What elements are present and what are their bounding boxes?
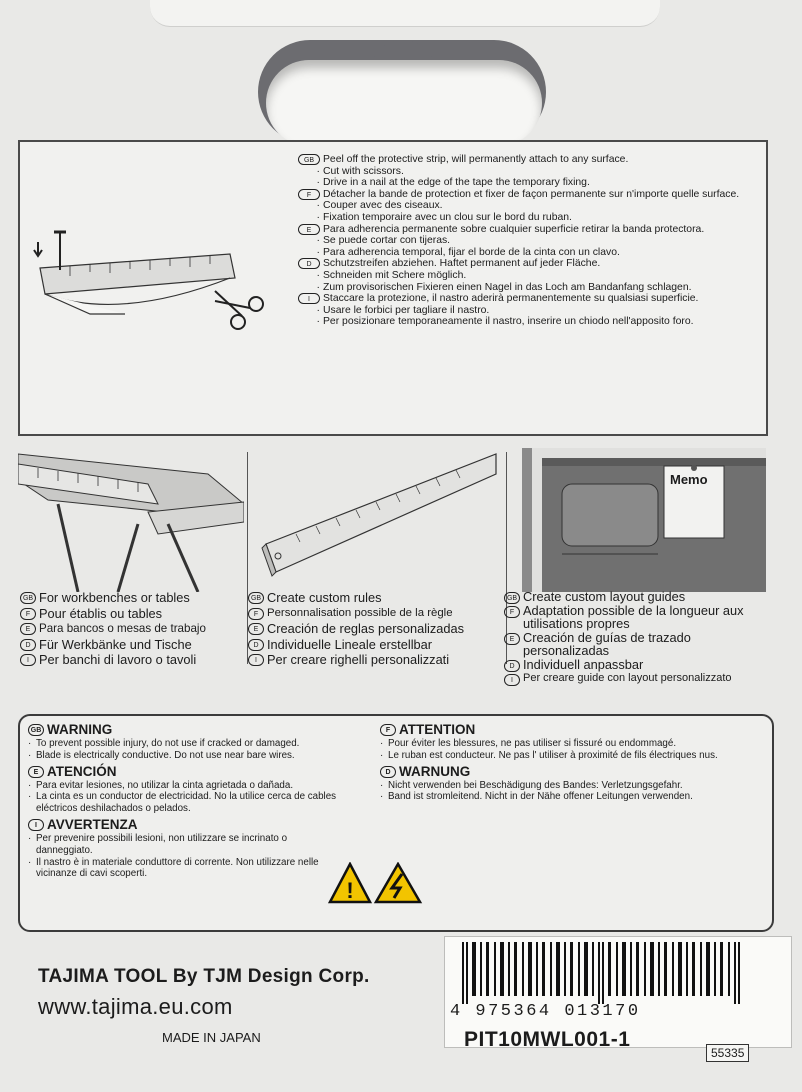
lang-code: E	[248, 623, 264, 635]
memo-label: Memo	[670, 472, 708, 487]
warning-line: Nicht verwenden bei Beschädigung des Bandes: Verletzungsgefahr.	[388, 779, 683, 791]
instruction-list: GB Peel off the protective strip, will permanently attach to any surface. · Cut with scissors. · Drive in a nail at the edge of the tape the temporary fixing. F Détacher la bande de protection et fixer de façon permanente sur n'importe quelle surface. · Couper avec des ciseaux. · Fixation temporaire avec un clou sur le bord du ruban. E Para adherencia permanente sobre cualquier superficie retirar la banda protectora. · Se puede cortar con tijeras. · Para adherencia temporal, fijar el borde de la cinta con un clavo. D Schutzstreifen abziehen. Haftet permanent auf jeder Fläche. · Schneiden mit Schere möglich. · Zum provisorischen Fixieren einen Nagel in das Loch am Bandanfang schlagen. I Staccare la protezione, il nastro aderirà permanentemente su qualsiasi superficie. · Usare le forbici per tagliare il nastro. · Per posizionare temporaneamente il nastro, inserire un chiodo nell'apposito foro.	[298, 154, 760, 328]
barcode	[452, 942, 782, 1004]
warning-triangle-icon	[330, 864, 370, 903]
caption-text: Per creare righelli personalizzati	[267, 652, 450, 667]
instruction-text: Para adherencia temporal, fijar el borde de la cinta con un clavo.	[323, 246, 620, 258]
caption-text: Create custom rules	[267, 590, 382, 605]
instruction-text: Zum provisorischen Fixieren einen Nagel in das Loch am Bandanfang schlagen.	[323, 281, 692, 293]
caption-text: Personnalisation possible de la règle	[267, 606, 453, 619]
svg-text:!: !	[346, 878, 354, 903]
caption-text: Adaptation possible de la longueur aux utilisations propres	[523, 603, 744, 632]
lang-code-e: E	[298, 224, 320, 235]
lang-code-f: F	[298, 189, 320, 200]
rules-captions	[248, 590, 464, 668]
caption-text: For workbenches or tables	[39, 590, 190, 605]
instruction-text: Schutzstreifen abziehen. Haftet permanent auf jeder Fläche.	[323, 258, 601, 270]
caption-text: Pour établis ou tables	[39, 605, 163, 621]
warning-line: Le ruban est conducteur. Ne pas l' utiliser à proximité de fils électriques nus.	[388, 749, 718, 761]
brand-text: TAJIMA TOOL By TJM Design Corp.	[38, 966, 370, 987]
electric-hazard-icon	[376, 864, 420, 902]
lang-code: F	[248, 608, 264, 620]
lang-code: GB	[28, 724, 44, 736]
warning-column-right: F ATTENTION · Pour éviter les blessures, ne pas utiliser si fissuré ou endommagé. · Le ruban est conducteur. Ne pas l' utiliser à proximité de fils électriques nus. D WARNUNG · Nicht verwenden bei Beschädigung des Bandes: Verletzungsgefahr. · Band ist stromleitend. Nicht in der Nähe offener Leitungen verwenden.	[380, 722, 718, 803]
lang-code: I	[20, 654, 36, 666]
barcode-number: 4 975364 013170	[450, 1002, 641, 1021]
lang-code: I	[248, 654, 264, 666]
website-link[interactable]: www.tajima.eu.com	[38, 994, 233, 1019]
instruction-text: Couper avec des ciseaux.	[323, 200, 443, 212]
warning-title: ATENCIÓN	[47, 763, 117, 779]
caption-text: Create custom layout guides	[523, 589, 686, 604]
warning-column-left: GB WARNING · To prevent possible injury, do not use if cracked or damaged. · Blade is electrically conductive. Do not use near bare wires. E ATENCIÓN · Para evitar lesiones, no utilizar la cinta agrietada o dañada. · La cinta es un conductor de electricidad. No la utilice cerca de cables eléctricos deshilachados o pelados. I AVVERTENZA · Per prevenire possibili lesioni, non utilizzare se incrinato o danneggiato. · Il nastro è in materiale conduttore di corrente. Non utilizzare nelle vicinanze di cavi scoperti.	[28, 720, 380, 880]
tape-application-illustration	[30, 226, 270, 336]
instruction-text: Staccare la protezione, il nastro aderirà permanentemente su qualsiasi superficie.	[323, 293, 699, 305]
lang-code: F	[504, 606, 520, 618]
product-code: PIT10MWL001-1	[464, 1028, 631, 1051]
lang-code: GB	[504, 592, 520, 604]
warning-line: Para evitar lesiones, no utilizar la cinta agrietada o dañada.	[36, 779, 294, 791]
warning-line: Blade is electrically conductive. Do not use near bare wires.	[36, 749, 295, 761]
instruction-text: Usare le forbici per tagliare il nastro.	[323, 304, 490, 316]
made-in-text: MADE IN JAPAN	[162, 1030, 261, 1045]
workbench-captions	[20, 590, 206, 668]
warning-title: WARNUNG	[399, 763, 471, 779]
lang-code: F	[380, 724, 396, 736]
warning-line: La cinta es un conductor de electricidad. No la utilice cerca de cables eléctricos deshilachados o pelados.	[36, 791, 337, 815]
lang-code: D	[380, 766, 396, 778]
custom-rule-illustration	[256, 444, 500, 592]
instruction-text: Cut with scissors.	[323, 165, 404, 177]
instruction-text: Schneiden mit Schere möglich.	[323, 269, 467, 281]
instruction-text: Détacher la bande de protection et fixer de façon permanente sur n'importe quelle surface.	[323, 188, 740, 200]
lang-code-i: I	[298, 293, 320, 304]
lang-code: GB	[20, 592, 36, 604]
lang-code-gb: GB	[298, 154, 320, 165]
workbench-illustration	[18, 444, 244, 592]
caption-text: Para bancos o mesas de trabajo	[39, 622, 206, 635]
lang-code: E	[20, 623, 36, 635]
lang-code: GB	[248, 592, 264, 604]
instruction-text: Para adherencia permanente sobre cualquier superficie retirar la banda protectora.	[323, 223, 705, 235]
warning-title: ATTENTION	[399, 722, 476, 737]
lang-code: D	[20, 639, 36, 651]
caption-text: Per creare guide con layout personalizzato	[523, 671, 732, 684]
instruction-text: Fixation temporaire avec un clou sur le bord du ruban.	[323, 211, 572, 223]
lang-code: D	[504, 660, 520, 672]
warning-title: AVVERTENZA	[47, 816, 138, 832]
instruction-text: Per posizionare temporaneamente il nastro, inserire un chiodo nell'apposito foro.	[323, 316, 694, 328]
layout-guide-illustration	[522, 444, 766, 592]
warning-line: Per prevenire possibili lesioni, non utilizzare se incrinato o danneggiato.	[36, 832, 288, 856]
instruction-text: Se puede cortar con tijeras.	[323, 235, 451, 247]
small-code-label: 55335	[706, 1044, 749, 1062]
warning-line: To prevent possible injury, do not use if cracked or damaged.	[36, 738, 300, 749]
caption-text: Creación de reglas personalizadas	[267, 621, 465, 636]
package-top-cutout	[150, 0, 660, 27]
use-case-panels	[18, 444, 786, 594]
warning-line: Il nastro è in materiale conduttore di corrente. Non utilizzare nelle vicinanze di cavi scoperti.	[36, 856, 319, 880]
instruction-text: Peel off the protective strip, will permanently attach to any surface.	[323, 154, 629, 165]
lang-code: I	[28, 819, 44, 831]
lang-code: E	[28, 766, 44, 778]
caption-text: Creación de guías de trazado personalizadas	[523, 629, 691, 659]
lang-code: D	[248, 639, 264, 651]
lang-code: E	[504, 633, 520, 645]
caption-text: Individuell anpassbar	[523, 656, 644, 672]
footer-info	[38, 966, 370, 1045]
hanger-tab	[266, 60, 542, 146]
caption-text: Für Werkbänke und Tische	[39, 636, 192, 652]
warning-triangle-icons	[328, 862, 424, 906]
instruction-text: Drive in a nail at the edge of the tape the temporary fixing.	[323, 177, 590, 189]
warning-line: Band ist stromleitend. Nicht in der Nähe offener Leitungen verwenden.	[388, 791, 693, 803]
warning-line: Pour éviter les blessures, ne pas utiliser si fissuré ou endommagé.	[388, 738, 677, 749]
warning-title: WARNING	[47, 722, 113, 737]
lang-code: F	[20, 608, 36, 620]
lang-code-d: D	[298, 258, 320, 269]
lang-code: I	[504, 674, 520, 686]
layout-captions	[504, 590, 794, 686]
caption-text: Individuelle Lineale erstellbar	[267, 636, 433, 652]
caption-text: Per banchi di lavoro o tavoli	[39, 652, 197, 667]
